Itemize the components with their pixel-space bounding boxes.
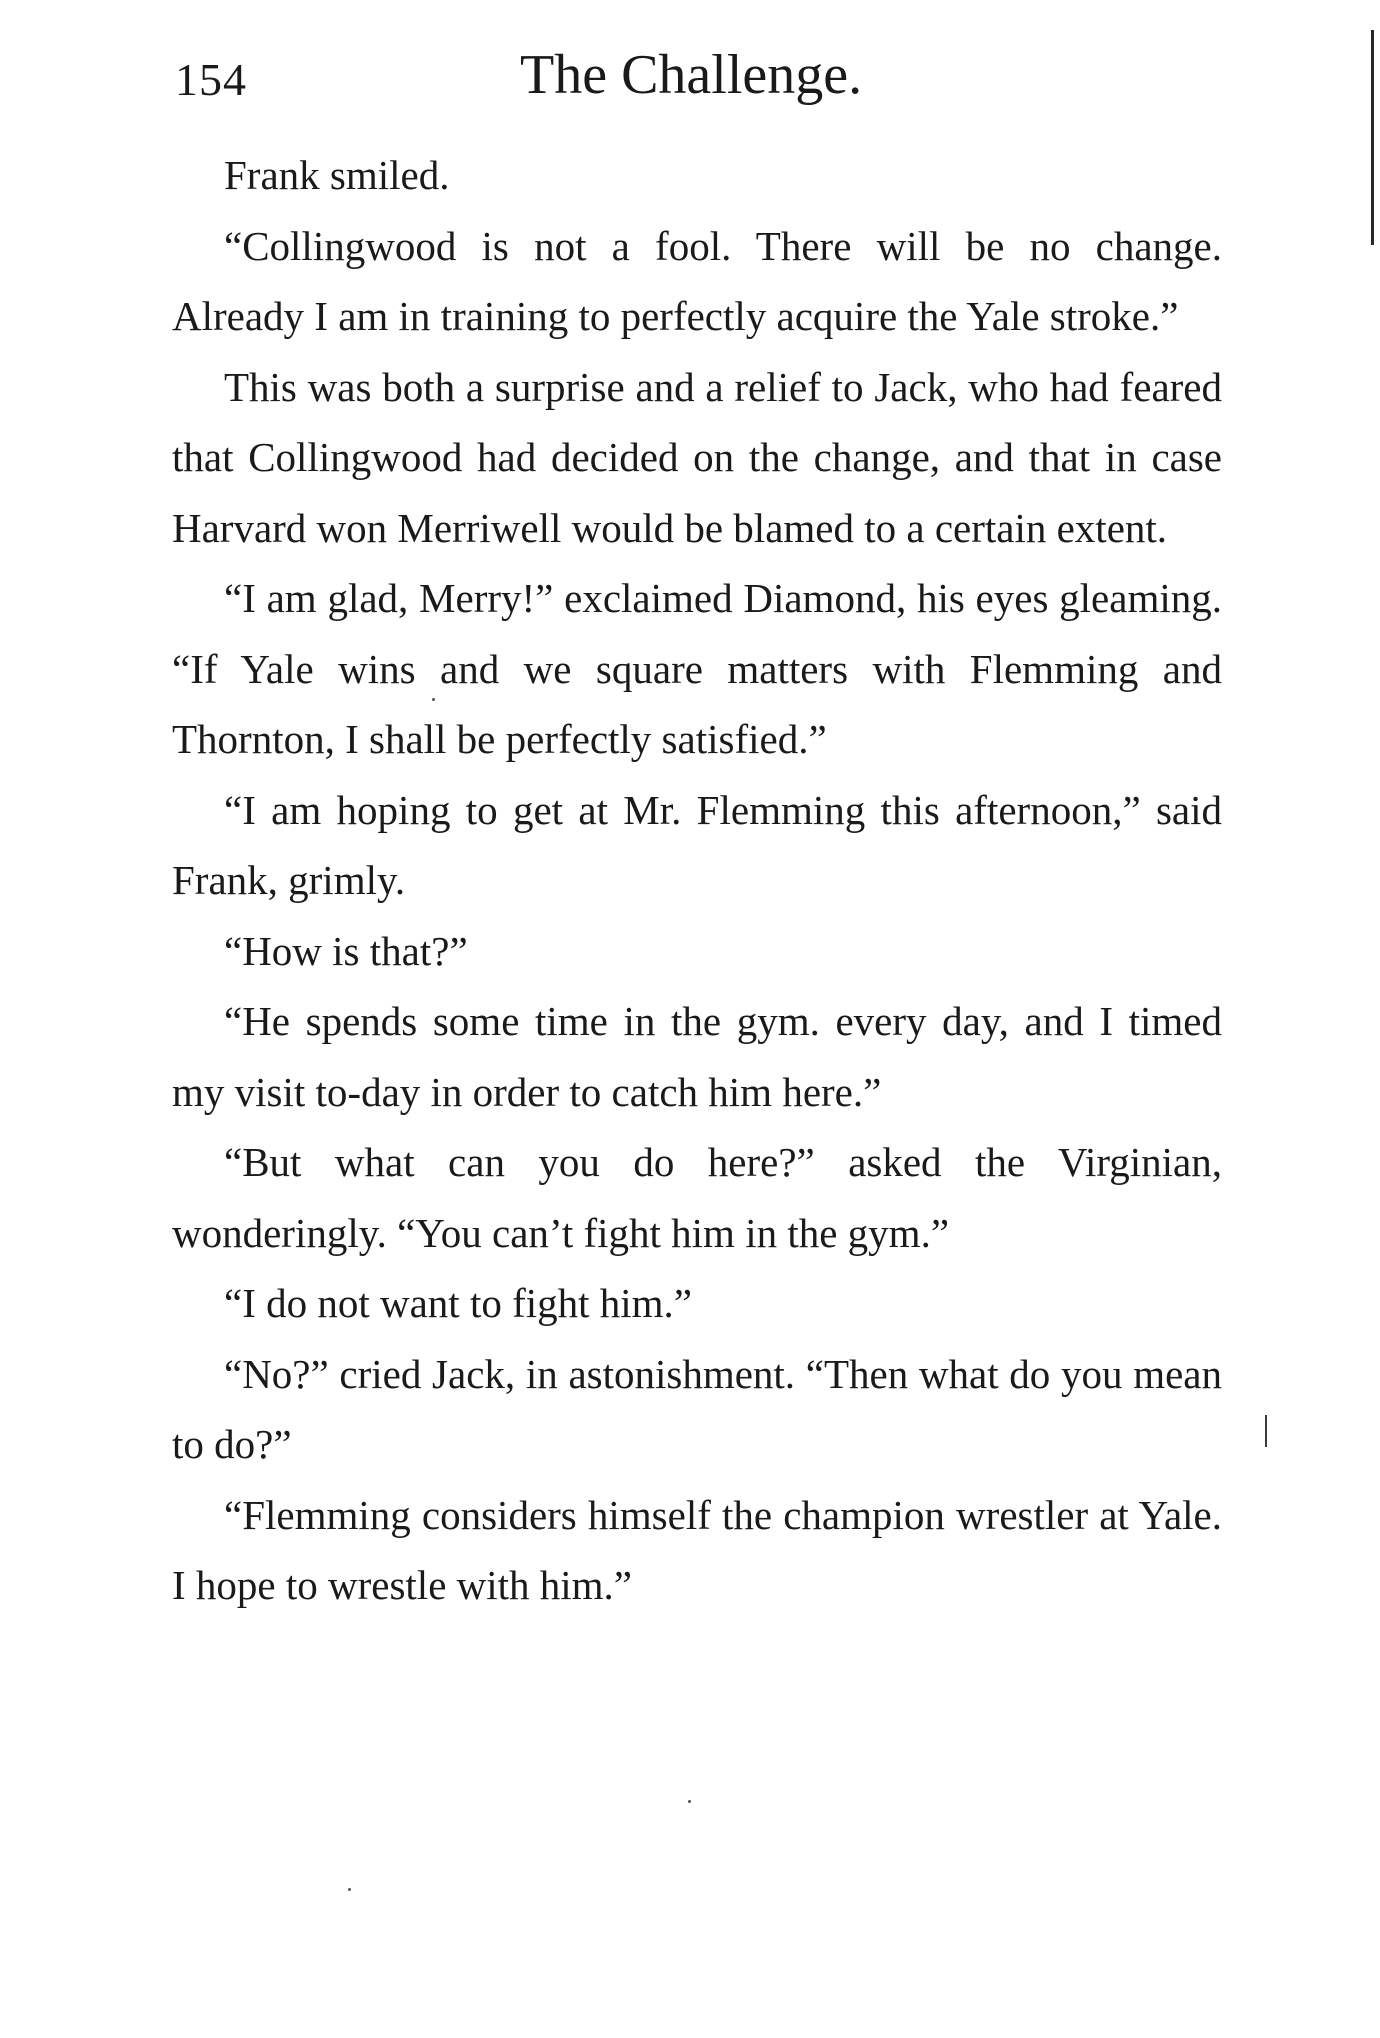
- scan-speck: [432, 698, 435, 701]
- scan-speck: [348, 1888, 351, 1891]
- page-number: 154: [175, 54, 247, 105]
- scan-speck: [688, 1800, 691, 1803]
- paragraph: “Collingwood is not a fool. There will be no change. Already I am in training to perfectly acquire the Yale stroke.”: [172, 222, 1222, 339]
- paragraph: Frank smiled.: [224, 152, 450, 198]
- paragraph: “Flemming considers himself the champion wrestler at Yale. I hope to wrestle with him.”: [172, 1491, 1222, 1608]
- running-head: [175, 40, 1220, 120]
- paragraph: “But what can you do here?” asked the Virginian, wonderingly. “You can’t fight him in the gym.”: [172, 1139, 1222, 1256]
- paragraph: This was both a surprise and a relief to Jack, who had feared that Collingwood had decided on the change, and that in case Harvard won Merriwell would be blamed to a certain extent.: [172, 363, 1222, 551]
- paragraph: “I do not want to fight him.”: [224, 1280, 692, 1326]
- paragraph: “I am glad, Merry!” exclaimed Diamond, his eyes gleaming. “If Yale wins and we square matters with Flemming and Thornton, I shall be perfectly satisfied.”: [172, 575, 1222, 762]
- scan-edge-line: [1371, 30, 1374, 245]
- paragraph: “How is that?”: [224, 927, 468, 974]
- paragraph: “No?” cried Jack, in astonishment. “Then what do you mean to do?”: [172, 1350, 1222, 1467]
- running-title: The Challenge.: [520, 44, 863, 106]
- scan-mark: [1265, 1415, 1267, 1447]
- body-text: [172, 140, 1222, 1621]
- paragraph: “He spends some time in the gym. every day, and I timed my visit to-day in order to catch him here.”: [172, 998, 1222, 1115]
- paragraph: “I am hoping to get at Mr. Flemming this afternoon,” said Frank, grimly.: [172, 786, 1222, 903]
